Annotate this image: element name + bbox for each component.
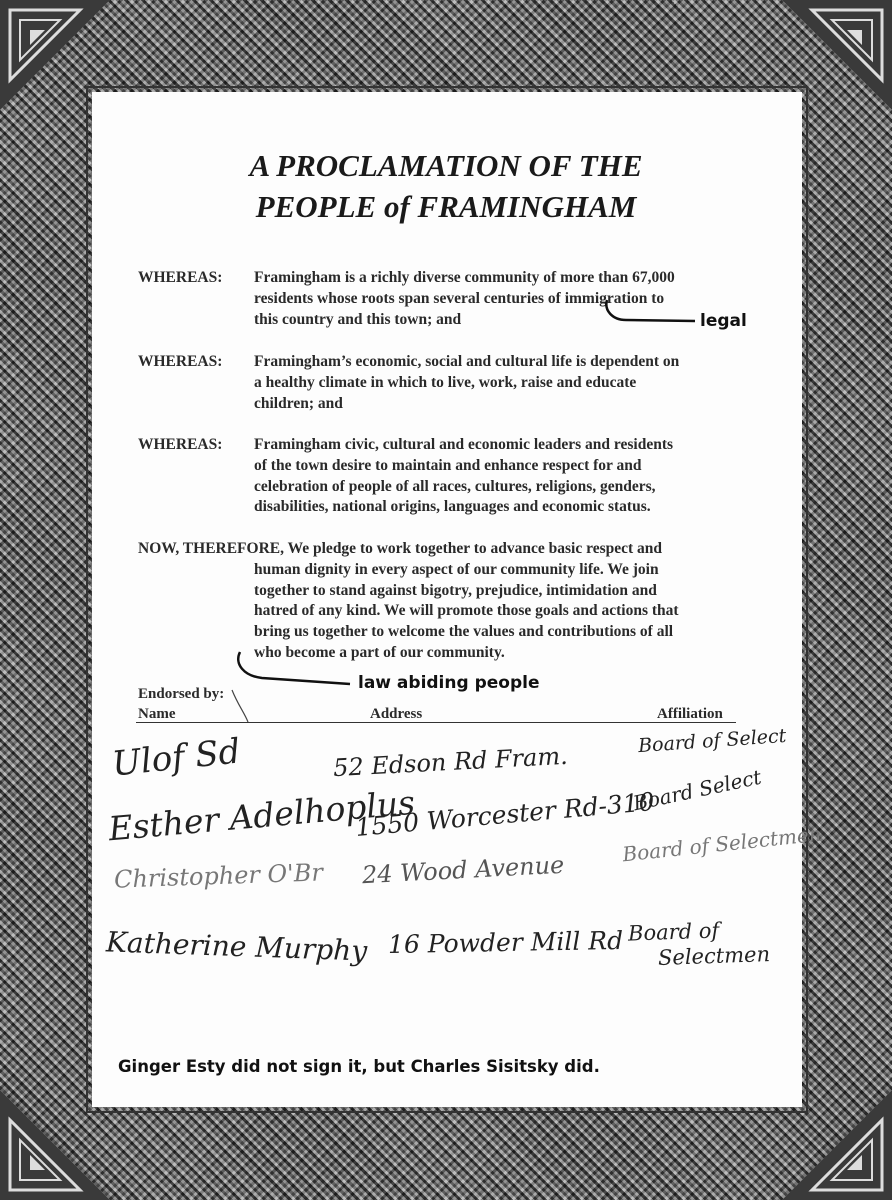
- column-header-address: Address: [370, 706, 423, 722]
- signature-affiliation-line2: Selectmen: [657, 942, 771, 970]
- signature-affiliation: Board of Select: [637, 724, 787, 758]
- text-line: celebration of people of all races, cultures, religions, genders,: [254, 477, 656, 495]
- signature-address: 24 Wood Avenue: [361, 850, 565, 890]
- legal-pointer-line: [606, 300, 695, 321]
- document-title-line2: PEOPLE of FRAMINGHAM: [255, 189, 637, 224]
- footer-note: Ginger Esty did not sign it, but Charles Sisitsky did.: [118, 1057, 600, 1076]
- signature-affiliation: Board Select: [630, 764, 764, 816]
- text-line: children; and: [254, 394, 343, 412]
- signature-name: Christopher O'Br: [113, 858, 324, 894]
- whereas-label: WHEREAS:: [138, 353, 223, 370]
- text-line: residents whose roots span several centuries of immigration to: [254, 289, 665, 307]
- signature-address: 52 Edson Rd Fram.: [332, 741, 569, 783]
- signature-address: 16 Powder Mill Rd: [387, 925, 624, 960]
- text-line: Framingham civic, cultural and economic leaders and residents: [254, 436, 674, 453]
- text-line: We pledge to work together to advance basic respect and: [287, 540, 663, 557]
- text-line: together to stand against bigotry, prejudice, intimidation and: [254, 581, 657, 599]
- document-title: A PROCLAMATION OF THE: [249, 148, 643, 183]
- signature-affiliation: Board of: [627, 918, 720, 946]
- column-header-affiliation: Affiliation: [657, 706, 723, 722]
- signature-name: Katherine Murphy: [105, 925, 368, 968]
- text-line: disabilities, national origins, languages and economic status.: [254, 498, 651, 516]
- text-line: this country and this town; and: [254, 310, 462, 328]
- text-line: bring us together to welcome the values and contributions of all: [254, 623, 674, 641]
- endorsed-by-label: Endorsed by:: [138, 686, 225, 702]
- signature-affiliation: Board of Selectmen: [621, 821, 823, 867]
- whereas-label: WHEREAS:: [138, 436, 223, 453]
- text-line: hatred of any kind. We will promote those goals and actions that: [254, 602, 679, 620]
- column-header-name: Name: [138, 706, 176, 722]
- signature-name: Esther Adelhoplus: [106, 782, 417, 849]
- text-line: Framingham is a richly diverse community of more than 67,000: [254, 269, 675, 286]
- law-abiding-annotation: law abiding people: [358, 673, 540, 693]
- text-line: who become a part of our community.: [254, 643, 505, 661]
- whereas-label: WHEREAS:: [138, 269, 223, 286]
- law-abiding-pointer-line: [238, 652, 350, 684]
- signature-stroke: [232, 690, 248, 722]
- legal-annotation: legal: [700, 311, 747, 331]
- text-line: Framingham’s economic, social and cultural life is dependent on: [254, 353, 680, 370]
- text-line: a healthy climate in which to live, work, raise and educate: [254, 373, 637, 391]
- therefore-label: NOW, THEREFORE,: [138, 540, 284, 557]
- text-line: human dignity in every aspect of our community life. We join: [254, 560, 659, 578]
- text-line: of the town desire to maintain and enhance respect for and: [254, 456, 642, 474]
- signature-address: 1550 Worcester Rd-310: [354, 786, 656, 843]
- signature-name: Ulof Sd: [110, 731, 243, 785]
